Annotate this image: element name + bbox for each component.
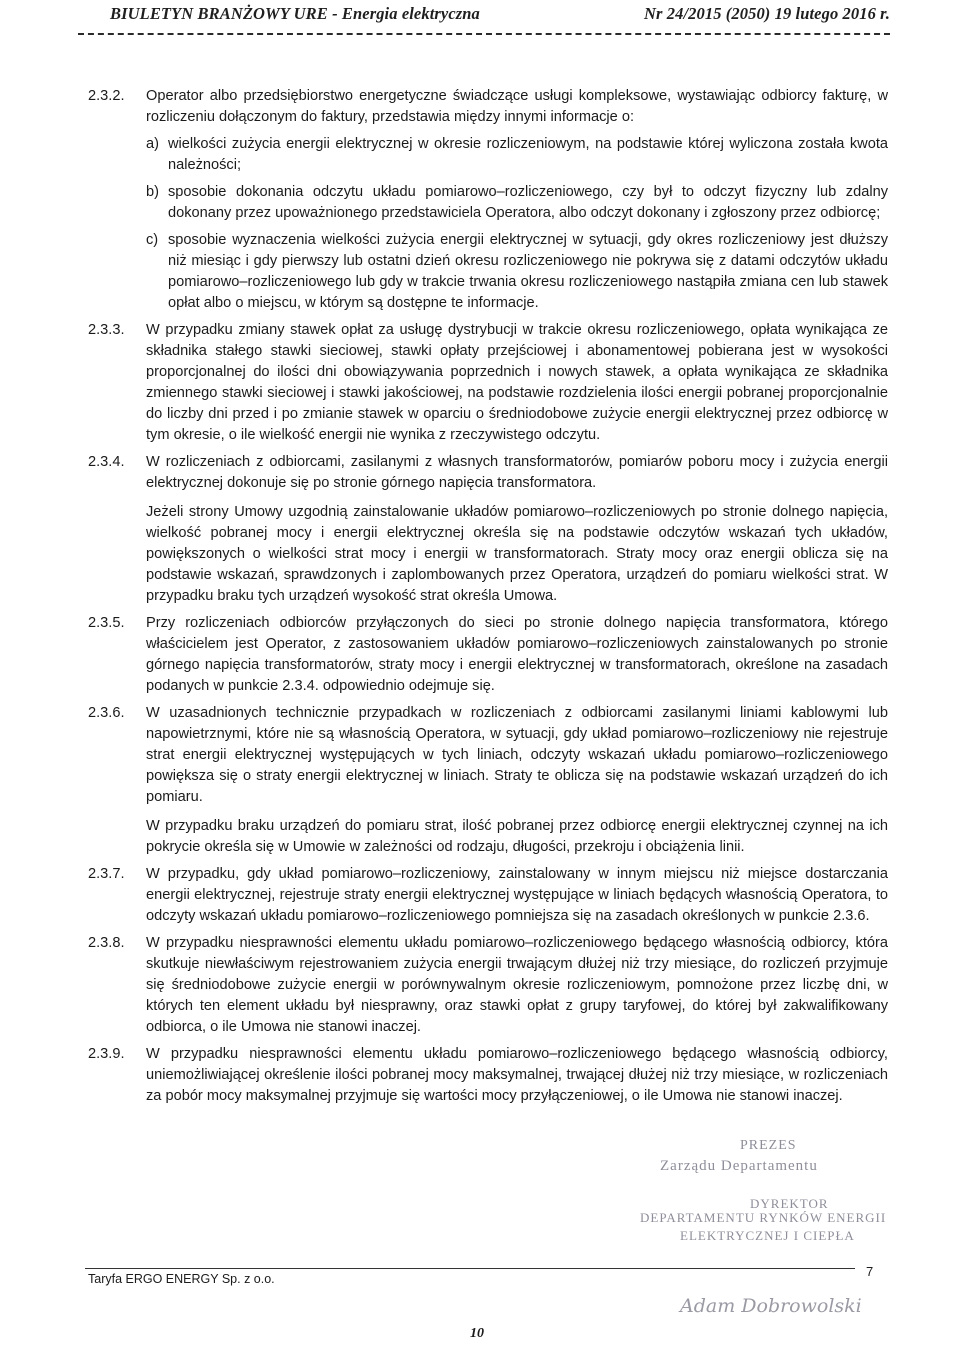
- section-number: 2.3.9.: [88, 1046, 125, 1062]
- section-body: [146, 703, 888, 858]
- paragraph: W przypadku braku urządzeń do pomiaru strat, ilość pobranej przez odbiorcę energii elektrycznej czynnej na ich pokrycie określa się w Umowie w zależności od rodzaju, długości, przekroju i obciążenia linii.: [146, 818, 888, 855]
- list-item: [146, 134, 888, 176]
- section-number: 2.3.2.: [88, 88, 125, 104]
- list-item: [146, 182, 888, 224]
- section-number: 2.3.3.: [88, 322, 125, 338]
- bulletin-issue: Nr 24/2015 (2050) 19 lutego 2016 r.: [644, 4, 890, 23]
- list-item-text: sposobie wyznaczenia wielkości zużycia energii elektrycznej w sytuacji, gdy okres rozliczeniowy jest dłuższy niż miesiąc i gdy pierwszy lub ostatni dzień okresu rozliczeniowego nie pokrywa się z datami odczytów układu pomiarowo–rozliczeniowego lub gdy w trakcie trwania okresu rozliczeniowego nastąpiła zmiana cen lub stawek opłat albo o miejscu, w którym są dostępne te informacje.: [168, 232, 888, 311]
- footer-divider: [85, 1268, 855, 1269]
- section-body: [146, 933, 888, 1038]
- document-body: [88, 86, 888, 1107]
- list-item-label: b): [146, 184, 159, 200]
- section-2-3-4: [88, 452, 888, 607]
- section-number: 2.3.5.: [88, 615, 125, 631]
- stamp-line-5: ELEKTRYCZNEJ I CIEPŁA: [680, 1228, 855, 1243]
- paragraph: W przypadku, gdy układ pomiarowo–rozliczeniowy, zainstalowany w innym miejscu niż miejsce dostarczania energii elektrycznej, rejestruje straty energii elektrycznej występujące w liniach będących własnością Operatora, to odczyty wskazań układu pomiarowo–rozliczeniowego pomniejsza się na zasadach określonych w punkcie 2.3.6.: [146, 866, 888, 924]
- list-item-text: sposobie dokonania odczytu układu pomiarowo–rozliczeniowego, czy był to odczyt fizyczny lub zdalny dokonany przez upoważnionego przedstawiciela Operatora, albo odczyt dokonany i zgłoszony przez odbiorcę;: [168, 184, 888, 221]
- footer-tariff-page: 7: [866, 1264, 874, 1279]
- section-number: 2.3.4.: [88, 454, 125, 470]
- section-body: [146, 1044, 888, 1107]
- section-2-3-8: [88, 933, 888, 1038]
- footer-company: Taryfa ERGO ENERGY Sp. z o.o.: [88, 1272, 275, 1286]
- paragraph: Przy rozliczeniach odbiorców przyłączonych do sieci po stronie dolnego napięcia transformatora, którego właścicielem jest Operator, z zastosowaniem układów pomiarowo–rozliczeniowych zainstalowanych po stronie górnego napięcia transformatorów, straty mocy i energii elektrycznej w transformatorach, określone na zasadach podanych w punkcie 2.3.4. odpowiednio odejmuje się.: [146, 615, 888, 694]
- bulletin-header: [110, 4, 890, 24]
- section-number: 2.3.8.: [88, 935, 125, 951]
- list-item-text: wielkości zużycia energii elektrycznej w okresie rozliczeniowym, na podstawie której wyliczona została kwota należności;: [168, 136, 888, 173]
- paragraph: W przypadku niesprawności elementu układu pomiarowo–rozliczeniowego będącego własnością odbiorcy, uniemożliwiającej określenie ilości pobranej mocy maksymalnej, trwającej dłużej niż trzy miesiące, w rozliczeniach za pobór mocy maksymalnej przyjmuje się wartości mocy przyłączeniowej, o ile Umowa nie stanowi inaczej.: [146, 1046, 888, 1104]
- section-2-3-2: [88, 86, 888, 314]
- section-2-3-5: [88, 613, 888, 697]
- section-2-3-7: [88, 864, 888, 927]
- stamp-line-4: DEPARTAMENTU RYNKÓW ENERGII: [640, 1210, 887, 1225]
- stamp-line-2: Zarządu Departamentu: [660, 1158, 818, 1174]
- section-body: [146, 864, 888, 927]
- paragraph: Operator albo przedsiębiorstwo energetyczne świadczące usługi kompleksowe, wystawiając odbiorcy fakturę, w rozliczeniu dołączonym do faktury, przedstawia między innymi informacje o:: [146, 88, 888, 125]
- page-number: 10: [470, 1326, 484, 1341]
- list-item-label: c): [146, 232, 159, 248]
- section-body: [146, 452, 888, 607]
- list-item: [146, 230, 888, 314]
- stamp-line-3: DYREKTOR: [750, 1196, 829, 1211]
- paragraph: W przypadku zmiany stawek opłat za usługę dystrybucji w trakcie okresu rozliczeniowego, opłata wynikająca ze składnika stałego stawki sieciowej, stawki opłaty przejściowej i abonamentowej pobierana jest w wysokości proporcjonalnej do ilości dni obowiązywania poprzednich i nowych stawek, a opłata wynikająca ze składnika zmiennego stawki sieciowej i stawki jakościowej, na podstawie rozdzielenia ilości energii pobranej proporcjonalnie do liczby dni przed i po zmianie stawek w oparciu o średniodobowe zużycie energii elektrycznej przez odbiorcę w tym okresie, o ile wielkość energii nie wynika z rzeczywistego odczytu.: [146, 322, 888, 443]
- paragraph: W przypadku niesprawności elementu układu pomiarowo–rozliczeniowego będącego własnością odbiorcy, która skutkuje niewłaściwym rejestrowaniem zużycia energii trwającym dłużej niż trzy miesiące, do rozliczeń przyjmuje się średniodobowe zużycie energii w porównywalnym okresie rozliczeniowym, pomnożone przez liczbę dni, w których ten element układu był niesprawny, oraz stawki opłat z grupy taryfowej, do której był zakwalifikowany odbiorca, o ile Umowa nie stanowi inaczej.: [146, 935, 888, 1035]
- section-number: 2.3.7.: [88, 866, 125, 882]
- header-divider: [78, 33, 890, 35]
- handwritten-signature: Adam Dobrowolski: [680, 1295, 862, 1317]
- section-body: [146, 320, 888, 446]
- paragraph: Jeżeli strony Umowy uzgodnią zainstalowanie układów pomiarowo–rozliczeniowych po stronie dolnego napięcia, wielkość pobranej mocy i energii elektrycznej określa się na podstawie odczytów wskazań tych układów, powiększonych o wielkości strat mocy i energii w transformatorach. Straty mocy oraz energii oblicza się na podstawie wskazań, sprawdzonych i zaplombowanych przez Operatora, urządzeń do pomiaru wielkości strat. W przypadku braku tych urządzeń wysokość strat określa Umowa.: [146, 504, 888, 604]
- section-body: [146, 86, 888, 314]
- section-number: 2.3.6.: [88, 705, 125, 721]
- stamp-title: PREZES: [740, 1138, 797, 1153]
- section-2-3-3: [88, 320, 888, 446]
- section-2-3-6: [88, 703, 888, 858]
- list-item-label: a): [146, 136, 159, 152]
- paragraph: W rozliczeniach z odbiorcami, zasilanymi z własnych transformatorów, pomiarów poboru mocy i zużycia energii elektrycznej dokonuje się po stronie górnego napięcia transformatora.: [146, 454, 888, 491]
- section-2-3-9: [88, 1044, 888, 1107]
- paragraph: W uzasadnionych technicznie przypadkach w rozliczeniach z odbiorcami zasilanymi liniami kablowymi lub napowietrznymi, które nie są własnością Operatora, w sytuacji, gdy układ pomiarowo–rozliczeniowy nie rejestruje strat energii elektrycznej występujących w tych liniach, odczyty wskazań układu pomiarowo–rozliczeniowego powiększa się o straty energii elektrycznej w liniach. Straty te oblicza się na podstawie wskazań urządzeń do ich pomiaru.: [146, 705, 888, 805]
- bulletin-title: BIULETYN BRANŻOWY URE - Energia elektryczna: [110, 4, 480, 23]
- section-body: [146, 613, 888, 697]
- official-stamp: [640, 1138, 910, 1258]
